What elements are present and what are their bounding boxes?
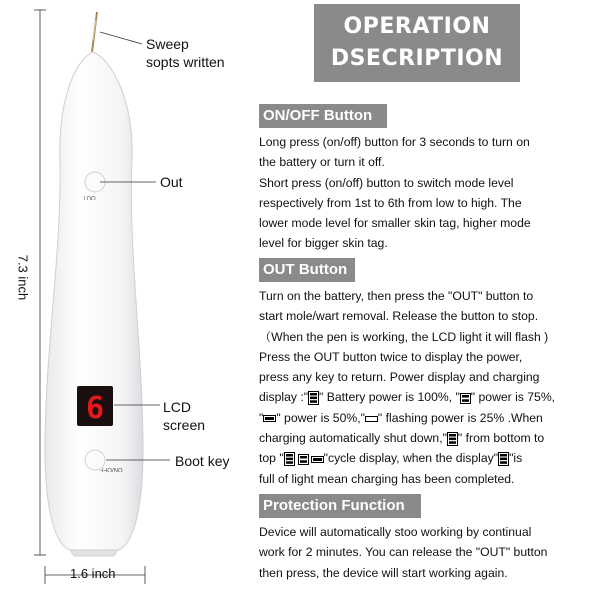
onoff-line: Short press (on/off) button to switch mode level (259, 175, 514, 190)
title-line1: OPERATION (343, 14, 491, 39)
onoff-line: respectively from 1st to 6th from low to high. The (259, 195, 522, 210)
onoff-description (259, 132, 531, 254)
protection-line: Device will automatically stoo working by continual (259, 525, 532, 539)
battery-full-icon (498, 452, 509, 466)
battery-25-icon (365, 416, 378, 422)
protection-description (259, 522, 547, 583)
title-line2: DSECRIPTION (330, 46, 504, 71)
battery-75-icon (460, 393, 471, 404)
out-heading: OUT Button (259, 258, 355, 282)
page-title (314, 4, 520, 82)
out-line: top " "cycle display, when the display" "is (259, 451, 523, 466)
boot-key-label: Boot key (175, 453, 230, 469)
battery-50-icon (263, 415, 276, 422)
pen-body (45, 52, 143, 550)
onoff-button-marking: ON/OFF (100, 466, 123, 472)
onoff-heading: ON/OFF Button (259, 104, 387, 128)
lcd-digit: 6 (85, 391, 105, 426)
out-line: start mole/wart removal. Release the button to stop. (259, 309, 539, 324)
out-line: Turn on the battery, then press the "OUT" button to (259, 289, 534, 303)
battery-full-icon (284, 452, 295, 466)
out-line: （When the pen is working, the LCD light it will flash ) (259, 329, 549, 344)
out-line: press any key to return. Power display and charging (259, 370, 540, 385)
battery-75-icon (298, 454, 309, 465)
onoff-line: lower mode level for smaller skin tag, higher mode (259, 216, 531, 231)
out-line: full of light mean charging has been completed. (259, 471, 515, 486)
onoff-line: Long press (on/off) button for 3 seconds to turn on (259, 135, 530, 149)
out-line: " " power is 50%," " flashing power is 25% .When (259, 410, 543, 425)
out-line: Press the OUT button twice to display the power, (259, 349, 523, 364)
out-description (259, 286, 555, 489)
width-label: 1.6 inch (70, 566, 116, 581)
lcd-label (163, 398, 205, 434)
protection-heading: Protection Function (259, 494, 421, 518)
lcd-label-line1: LCD (163, 399, 192, 415)
height-label: 7.3 inch (15, 254, 31, 301)
out-label: Out (160, 174, 183, 190)
onoff-line: the battery or turn it off. (259, 155, 385, 170)
battery-full-icon (447, 432, 458, 446)
sweep-label-line2: sopts written (146, 54, 225, 70)
battery-50-icon (311, 456, 324, 463)
protection-line: then press, the device will start working again. (259, 565, 508, 580)
lcd-label-line2: screen (163, 417, 206, 433)
pen-illustration (0, 0, 250, 600)
out-line: display :" " Battery power is 100%, " " power is 75%, (259, 390, 556, 405)
onoff-line: level for bigger skin tag. (259, 236, 388, 251)
out-line: charging automatically shut down," " from bottom to (259, 431, 545, 446)
battery-full-icon (308, 391, 319, 405)
protection-line: work for 2 minutes. You can release the "OUT" button (259, 545, 548, 560)
sweep-label (146, 35, 225, 71)
out-button-marking: OUT (83, 194, 96, 200)
sweep-label-line1: Sweep (146, 36, 189, 52)
